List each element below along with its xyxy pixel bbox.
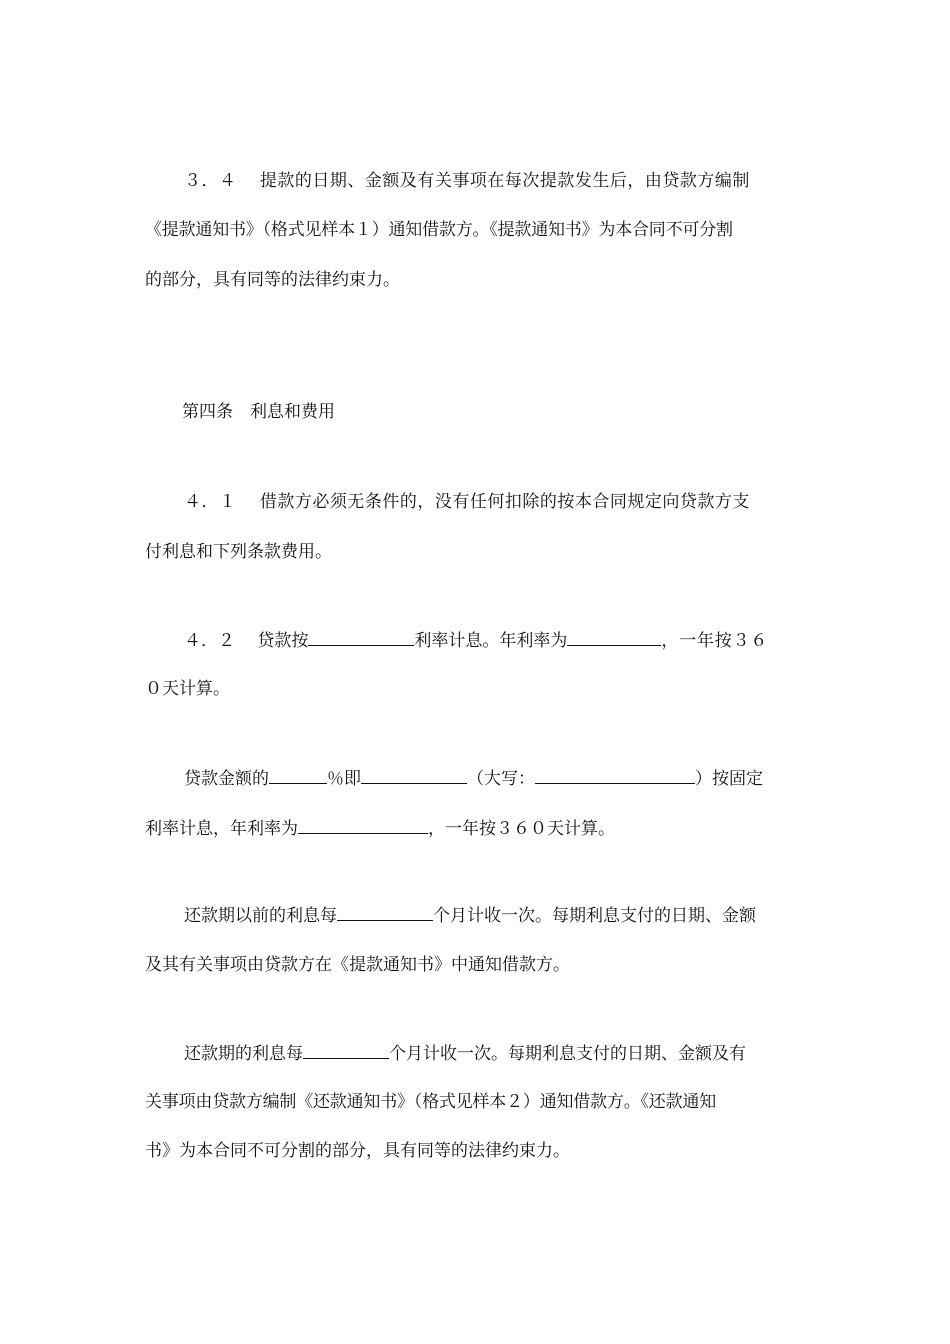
clause-4-2-text-a: ４．２ 贷款按 bbox=[184, 631, 309, 651]
loan-amount-text-b: ％即 bbox=[327, 769, 361, 789]
annual-rate-blank[interactable] bbox=[567, 628, 661, 646]
percentage-blank[interactable] bbox=[269, 766, 327, 784]
clause-4-2-text-b: 利率计息。年利率为 bbox=[414, 631, 568, 651]
fixed-annual-rate-blank[interactable] bbox=[298, 816, 428, 834]
repayment-text-a: 还款期的利息每 bbox=[184, 1044, 303, 1064]
loan-amount-text-e: 利率计息，年利率为 bbox=[145, 819, 298, 839]
clause-3-4-line-1: ３．４ 提款的日期、金额及有关事项在每次提款发生后，由贷款方编制 bbox=[184, 171, 750, 191]
clause-4-2-text-c: ，一年按３６ bbox=[661, 631, 769, 651]
repayment-interest-line-1 bbox=[184, 1041, 746, 1065]
loan-amount-text-d: ）按固定 bbox=[695, 769, 763, 789]
clause-3-4-line-2: 《提款通知书》（格式见样本１）通知借款方。《提款通知书》为本合同不可分割 bbox=[145, 220, 733, 240]
pre-repayment-text-b: 个月计收一次。每期利息支付的日期、金额 bbox=[433, 906, 756, 926]
repayment-text-b: 个月计收一次。每期利息支付的日期、金额及有 bbox=[389, 1044, 746, 1064]
loan-amount-text-f: ，一年按３６０天计算。 bbox=[428, 819, 615, 839]
rate-type-blank[interactable] bbox=[308, 628, 414, 646]
pre-repayment-interest-line-2: 及其有关事项由贷款方在《提款通知书》中通知借款方。 bbox=[145, 955, 570, 975]
pre-repayment-interest-line-1 bbox=[184, 903, 756, 927]
pre-repayment-text-a: 还款期以前的利息每 bbox=[184, 906, 337, 926]
clause-4-1-line-2: 付利息和下列条款费用。 bbox=[145, 542, 332, 562]
repayment-months-blank[interactable] bbox=[303, 1041, 389, 1059]
repayment-interest-line-2: 关事项由贷款方编制《还款通知书》（格式见样本２）通知借款方。《还款通知 bbox=[145, 1092, 716, 1112]
loan-amount-line-1 bbox=[184, 766, 763, 790]
loan-amount-text-c: （大写： bbox=[467, 769, 535, 789]
loan-amount-line-2 bbox=[145, 816, 615, 840]
article-4-heading: 第四条 利息和费用 bbox=[182, 402, 335, 422]
pre-repayment-months-blank[interactable] bbox=[337, 903, 433, 921]
amount-blank[interactable] bbox=[361, 766, 467, 784]
clause-4-2-line-2: ０天计算。 bbox=[145, 679, 230, 699]
loan-amount-text-a: 贷款金额的 bbox=[184, 769, 269, 789]
clause-3-4-line-3: 的部分，具有同等的法律约束力。 bbox=[145, 270, 400, 290]
amount-in-words-blank[interactable] bbox=[535, 766, 695, 784]
repayment-interest-line-3: 书》为本合同不可分割的部分，具有同等的法律约束力。 bbox=[145, 1141, 570, 1161]
clause-4-2-line-1 bbox=[184, 628, 768, 652]
clause-4-1-line-1: ４．１ 借款方必须无条件的，没有任何扣除的按本合同规定向贷款方支 bbox=[184, 492, 750, 512]
